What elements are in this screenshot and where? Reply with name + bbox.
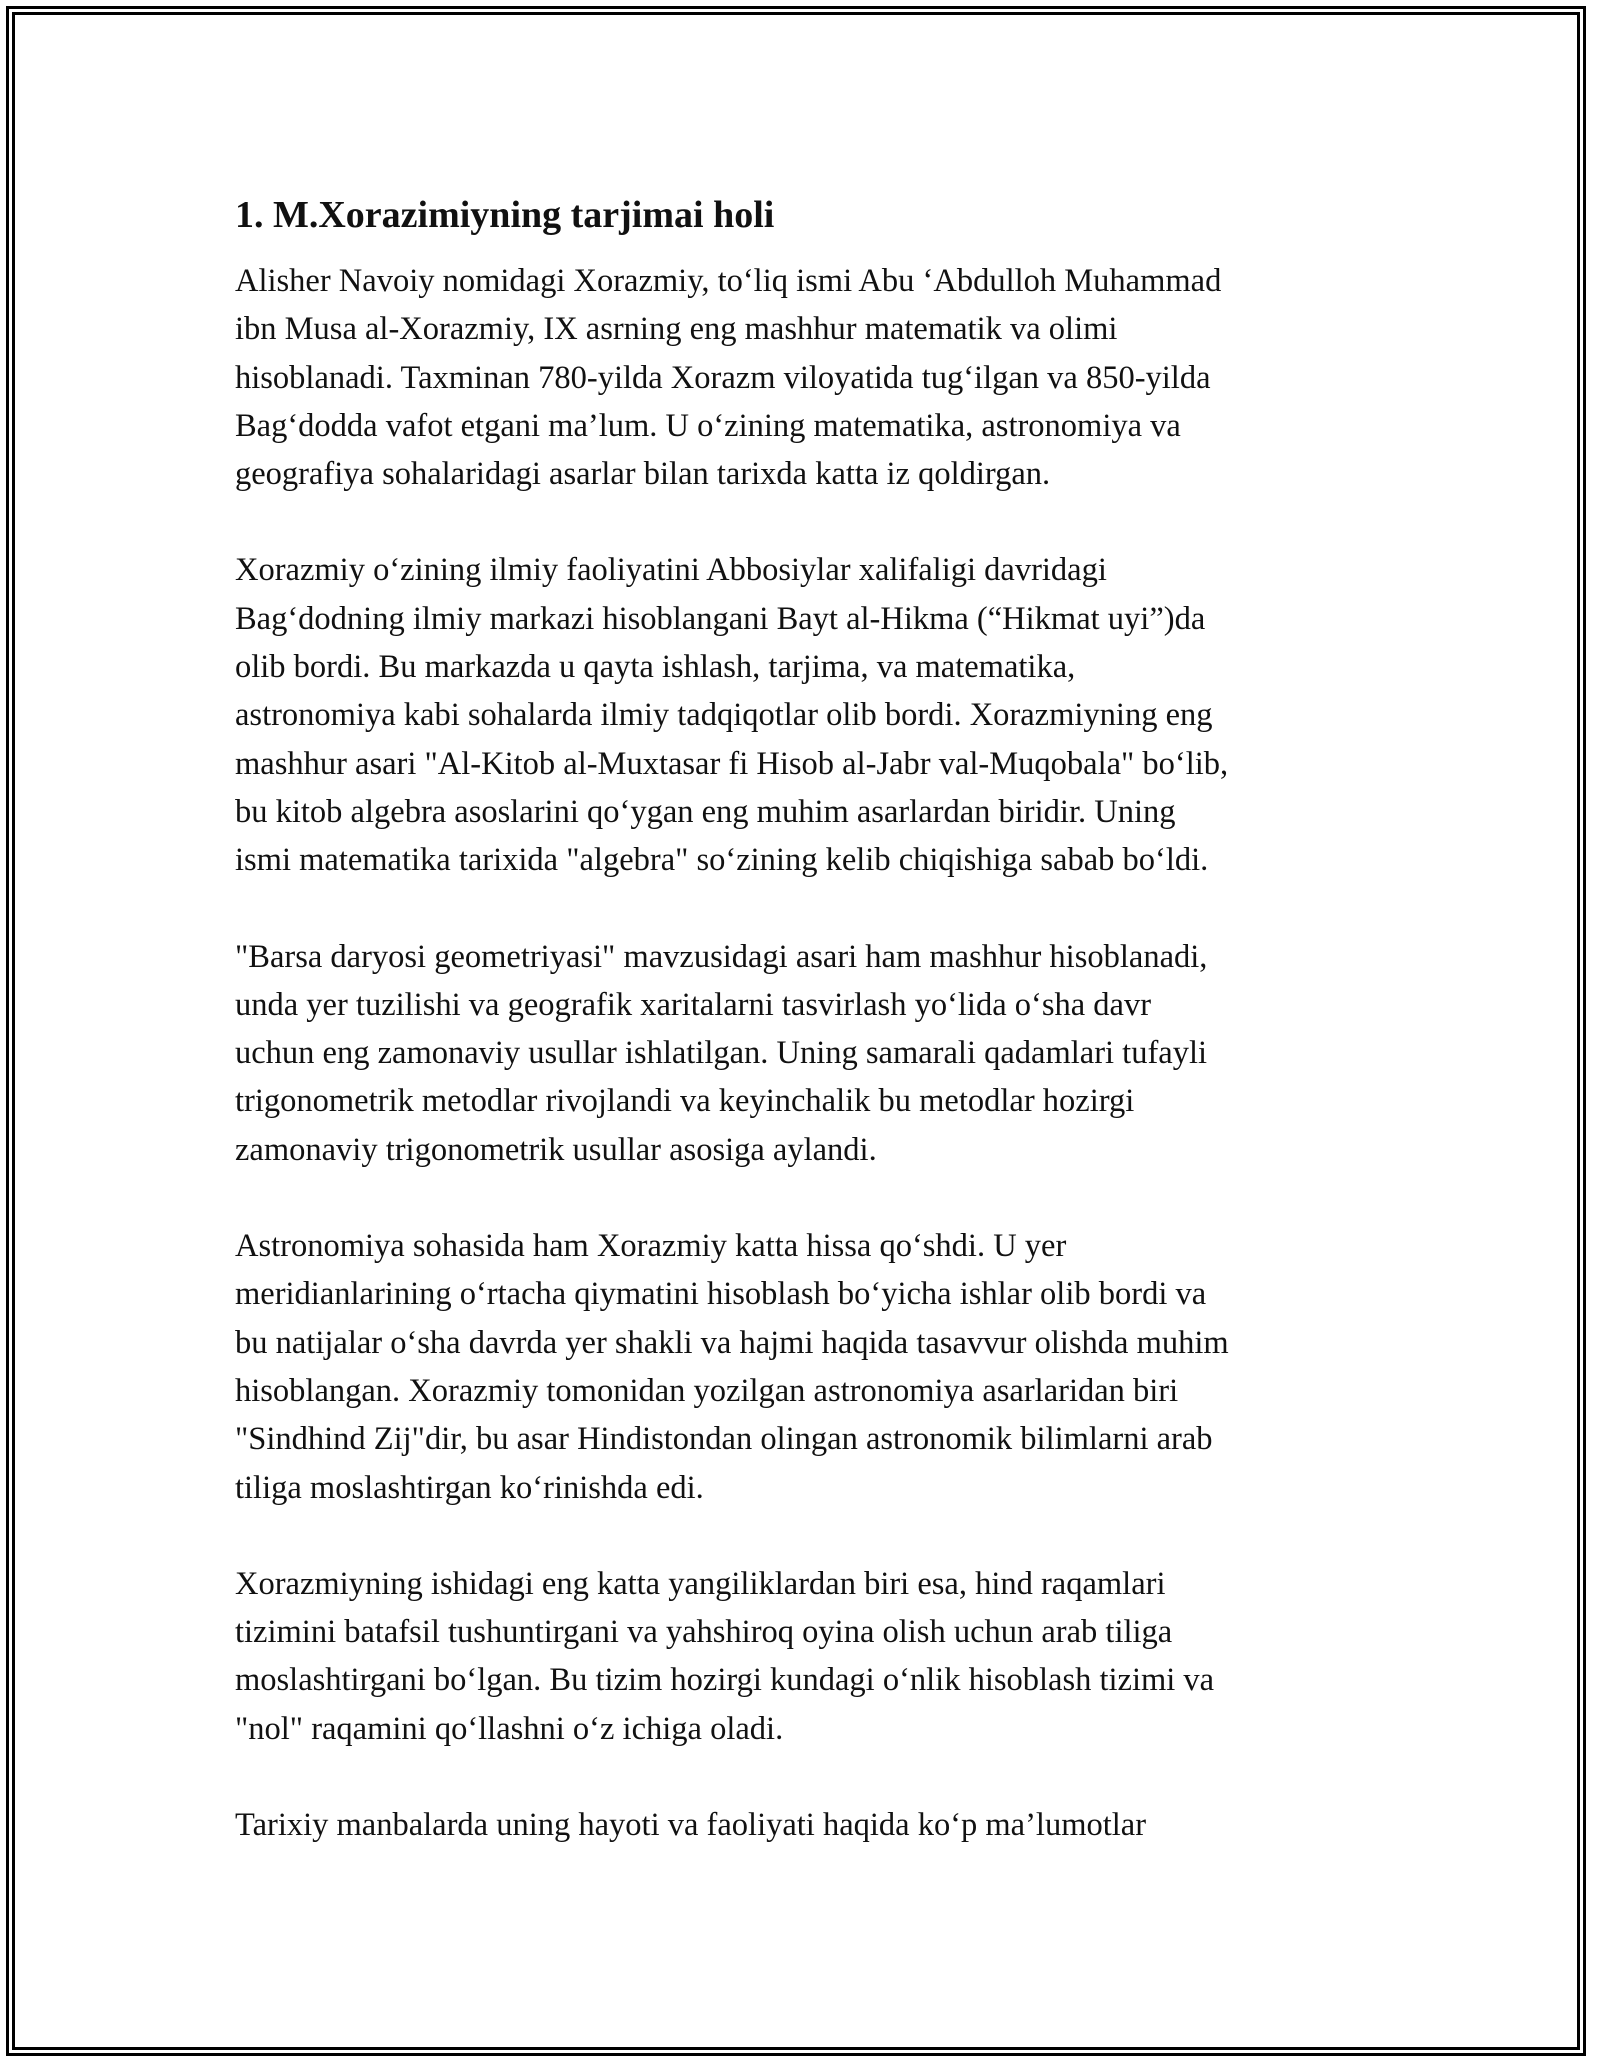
paragraph-1 — [235, 257, 1375, 498]
text-line: "nol" raqamini qo‘llashni o‘z ichiga oladi. — [235, 1710, 784, 1747]
text-line: "Barsa daryosi geometriyasi" mavzusidagi asari ham mashhur hisoblanadi, — [235, 938, 1208, 975]
text-line: uchun eng zamonaviy usullar ishlatilgan. Uning samarali qadamlari tufayli — [235, 1035, 1208, 1072]
text-line: tizimini batafsil tushuntirgani va yahshiroq oyina olish uchun arab tiliga — [235, 1614, 1173, 1651]
text-line: Alisher Navoiy nomidagi Xorazmiy, to‘liq ismi Abu ‘Abdulloh Muhammad — [235, 263, 1222, 299]
paragraph-4 — [235, 1222, 1375, 1512]
paragraph-5 — [235, 1560, 1375, 1753]
section-heading: 1. M.Xorazimiyning tarjimai holi — [235, 194, 775, 236]
text-line: tiliga moslashtirgan ko‘rinishda edi. — [235, 1469, 704, 1506]
text-line: hisoblangan. Xorazmiy tomonidan yozilgan astronomiya asarlaridan biri — [235, 1372, 1179, 1409]
paragraph-6 — [235, 1801, 1375, 1849]
text-line: olib bordi. Bu markazda u qayta ishlash, tarjima, va matematika, — [235, 649, 1076, 686]
text-line: ibn Musa al-Xorazmiy, IX asrning eng mashhur matematik va olimi — [235, 311, 1118, 348]
text-line: Bag‘dodning ilmiy markazi hisoblangani Bayt al-Hikma (“Hikmat uyi”)da — [235, 600, 1206, 637]
paragraph-2 — [235, 546, 1375, 884]
text-line: bu kitob algebra asoslarini qo‘ygan eng muhim asarlardan biridir. Uning — [235, 793, 1176, 830]
text-line: unda yer tuzilishi va geografik xaritalarni tasvirlash yo‘lida o‘sha davr — [235, 986, 1152, 1023]
text-line: Tarixiy manbalarda uning hayoti va faoliyati haqida ko‘p ma’lumotlar — [235, 1807, 1147, 1844]
text-line: meridianlarining o‘rtacha qiymatini hisoblash bo‘yicha ishlar olib bordi va — [235, 1276, 1207, 1313]
text-line: ismi matematika tarixida "algebra" so‘zining kelib chiqishiga sabab bo‘ldi. — [235, 842, 1209, 879]
text-line: hisoblanadi. Taxminan 780-yilda Xorazm viloyatida tug‘ilgan va 850-yilda — [235, 359, 1211, 396]
text-line: mashhur asari "Al-Kitob al-Muxtasar fi Hisob al-Jabr val-Muqobala" bo‘lib, — [235, 745, 1229, 782]
document-body — [235, 185, 1375, 1897]
text-line: Astronomiya sohasida ham Xorazmiy katta hissa qo‘shdi. U yer — [235, 1228, 1067, 1265]
text-line: astronomiya kabi sohalarda ilmiy tadqiqotlar olib bordi. Xorazmiyning eng — [235, 697, 1213, 734]
text-line: Xorazmiy o‘zining ilmiy faoliyatini Abbosiylar xalifaligi davridagi — [235, 552, 1107, 589]
text-line: geografiya sohalaridagi asarlar bilan tarixda katta iz qoldirgan. — [235, 456, 1051, 493]
text-line: bu natijalar o‘sha davrda yer shakli va hajmi haqida tasavvur olishda muhim — [235, 1324, 1229, 1361]
text-line: moslashtirgani bo‘lgan. Bu tizim hozirgi kundagi o‘nlik hisoblash tizimi va — [235, 1662, 1215, 1699]
text-line: Xorazmiyning ishidagi eng katta yangiliklardan biri esa, hind raqamlari — [235, 1565, 1166, 1602]
text-line: trigonometrik metodlar rivojlandi va keyinchalik bu metodlar hozirgi — [235, 1083, 1135, 1120]
paragraph-3 — [235, 933, 1375, 1174]
text-line: zamonaviy trigonometrik usullar asosiga aylandi. — [235, 1131, 877, 1168]
text-line: "Sindhind Zij"dir, bu asar Hindistondan olingan astronomik bilimlarni arab — [235, 1421, 1213, 1458]
text-line: Bag‘dodda vafot etgani ma’lum. U o‘zining matematika, astronomiya va — [235, 407, 1181, 444]
